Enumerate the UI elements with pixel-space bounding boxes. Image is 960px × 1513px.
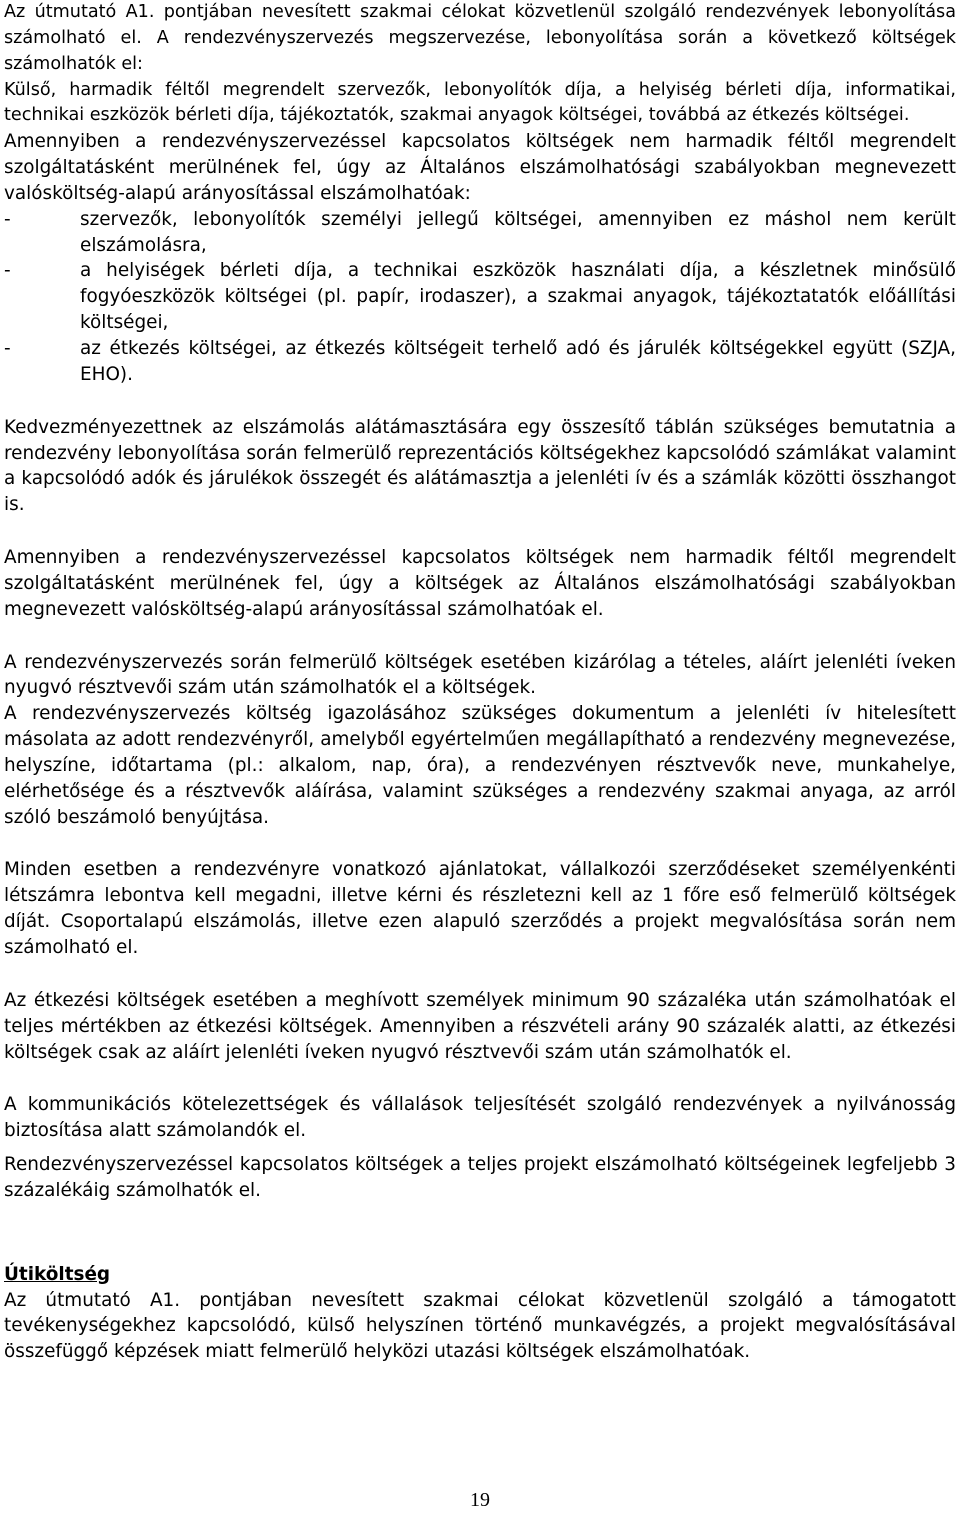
page-number: 19 — [470, 1489, 490, 1511]
paragraph-proportional-repeat: Amennyiben a rendezvényszervezéssel kapcsolatos költségek nem harmadik féltől megrendelt szolgáltatásként merülnének fel, úgy a költségek az Általános elszámolhatósági szabályokban megnevezett valósköltség-alapú arányosítással számolhatóak el. — [4, 547, 956, 620]
paragraph-required-documents: A rendezvényszervezés költség igazolásához szükséges dokumentum a jelenléti ív hitelesített másolata az adott rendezvényről, amelyből egyértelműen megállapítható a rendezvény megnevezése, helyszíne, időtartama (pl.: alkalom, nap, óra), a rendezvényen résztvevők neve, munkahelye, elérhetősége és a résztvevők aláírása, valamint szükséges a rendezvény szakmai anyaga, az arról szóló beszámoló benyújtása. — [4, 703, 956, 828]
paragraph-spacer — [4, 1065, 956, 1092]
list-item-text: az étkezés költségei, az étkezés költségeit terhelő adó és járulék költségekkel együtt (SZJA, EHO). — [80, 337, 956, 385]
list-dash-marker: - — [4, 260, 11, 282]
paragraph-cost-limit: Rendezvényszervezéssel kapcsolatos költségek a teljes projekt elszámolható költségeinek legfeljebb 3 százalékáig számolhatók el. — [4, 1154, 956, 1201]
list-item — [4, 207, 956, 259]
paragraph-attendance-sheets: A rendezvényszervezés során felmerülő költségek esetében kizárólag a tételes, aláírt jelenléti íveken nyugvó résztvevői szám után számolhatók el a költségek. — [4, 651, 956, 699]
paragraph-external-costs: Külső, harmadik féltől megrendelt szervezők, lebonyolítók díja, a helyiség bérleti díja, informatikai, technikai eszközök bérleti díja, tájékoztatók, szakmai anyagok költségei, továbbá az étkezés költségei. — [4, 79, 956, 126]
list-item — [4, 258, 956, 336]
document-page — [4, 0, 956, 1365]
list-dash-marker: - — [4, 208, 11, 230]
paragraph-spacer — [4, 830, 956, 857]
section-heading-travel-cost: Útiköltség — [4, 1263, 111, 1285]
paragraph-spacer — [4, 388, 956, 415]
paragraph-spacer — [4, 1144, 956, 1152]
paragraph-communication-events: A kommunikációs kötelezettségek és vállalások teljesítését szolgáló rendezvények a nyilvánosság biztosítása alatt számolandók el. — [4, 1094, 956, 1142]
paragraph-rendezveny-intro: Az útmutató A1. pontjában nevesített szakmai célokat közvetlenül szolgáló rendezvények lebonyolítása számolható el. A rendezvényszervezés megszervezése, lebonyolítása során a következő költségek számolhatók el: — [4, 2, 956, 74]
paragraph-travel-cost: Az útmutató A1. pontjában nevesített szakmai célokat közvetlenül szolgáló a támogatott tevékenységekhez kapcsolódó, külső helyszínen történő munkavégzés, a projekt megvalósításával összefüggő képzések miatt felmerülő helyközi utazási költségek elszámolhatóak. — [4, 1289, 956, 1363]
section-spacer — [4, 1204, 956, 1262]
list-item — [4, 336, 956, 388]
paragraph-proportional-costs: Amennyiben a rendezvényszervezéssel kapcsolatos költségek nem harmadik féltől megrendelt szolgáltatásként merülnének fel, úgy az Általános elszámolhatósági szabályokban megnevezett valósköltség-alapú arányosítással elszámolhatóak: — [4, 131, 956, 204]
paragraph-spacer — [4, 623, 956, 650]
paragraph-per-person-offers: Minden esetben a rendezvényre vonatkozó ajánlatokat, vállalkozói szerződéseket személyenkénti létszámra lebontva kell megadni, illetve kérni és részletezni kell az 1 főre eső felmerülő költségek díját. Csoportalapú elszámolás, illetve ezen alapuló szerződés a projekt megvalósítása során nem számolható el. — [4, 859, 956, 958]
paragraph-spacer — [4, 518, 956, 545]
paragraph-spacer — [4, 961, 956, 988]
paragraph-catering-costs: Az étkezési költségek esetében a meghívott személyek minimum 90 százaléka után számolhatóak el teljes mértékben az étkezési költségek. Amennyiben a részvételi arány 90 százalék alatti, az étkezési költségek csak az aláírt jelenléti íveken nyugvó résztvevői szám után számolhatók el. — [4, 989, 956, 1063]
cost-item-list — [4, 207, 956, 388]
list-item-text: a helyiségek bérleti díja, a technikai eszközök használati díja, a készletnek minősülő fogyóeszközök költségei (pl. papír, irodaszer), a szakmai anyagok, tájékoztatatók előállítási költségei, — [80, 260, 956, 334]
paragraph-summary-table: Kedvezményezettnek az elszámolás alátámasztására egy összesítő táblán szükséges bemutatnia a rendezvény lebonyolítása során felmerülő reprezentációs költségekhez kapcsolódó számlákat valamint a kapcsolódó adók és járulékok összegét és alátámasztja a jelenléti ív és a számlák közötti összhangot is. — [4, 416, 956, 516]
list-dash-marker: - — [4, 337, 11, 359]
list-item-text: szervezők, lebonyolítók személyi jellegű költségei, amennyiben ez máshol nem került elszámolásra, — [80, 208, 956, 256]
